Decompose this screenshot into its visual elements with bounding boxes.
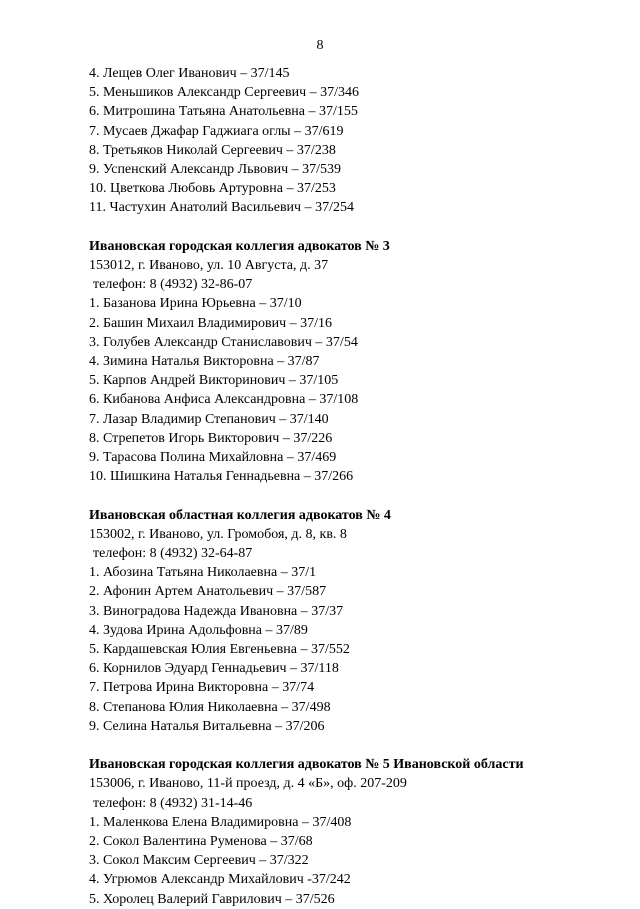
list-item: 5. Меньшиков Александр Сергеевич – 37/346 xyxy=(89,85,360,101)
list-item: 8. Третьяков Николай Сергеевич – 37/238 xyxy=(89,142,336,158)
section-phone: телефон: 8 (4932) 31-14-46 xyxy=(93,795,253,811)
section-address: 153002, г. Иваново, ул. Громобоя, д. 8, кв. 8 xyxy=(89,526,347,542)
list-item: 9. Тарасова Полина Михайловна – 37/469 xyxy=(89,450,337,466)
intro-list xyxy=(89,64,609,218)
section-title: Ивановская областная коллегия адвокатов № 4 xyxy=(89,507,391,523)
section-collegium-5 xyxy=(89,755,609,909)
list-item: 1. Маленкова Елена Владимировна – 37/408 xyxy=(89,814,352,830)
list-item: 8. Степанова Юлия Николаевна – 37/498 xyxy=(89,699,331,715)
list-item: 5. Хоролец Валерий Гаврилович – 37/526 xyxy=(89,891,335,907)
spacer xyxy=(89,486,609,505)
list-item: 3. Сокол Максим Сергеевич – 37/322 xyxy=(89,853,309,869)
spacer xyxy=(89,736,609,755)
spacer xyxy=(89,218,609,237)
list-item: 2. Афонин Артем Анатольевич – 37/587 xyxy=(89,584,327,600)
list-item: 6. Корнилов Эдуард Геннадьевич – 37/118 xyxy=(89,661,339,677)
list-item: 5. Карпов Андрей Викторинович – 37/105 xyxy=(89,373,339,389)
section-collegium-3 xyxy=(89,237,609,487)
list-item: 10. Шишкина Наталья Геннадьевна – 37/266 xyxy=(89,469,354,485)
list-item: 1. Базанова Ирина Юрьевна – 37/10 xyxy=(89,296,302,312)
section-address: 153012, г. Иваново, ул. 10 Августа, д. 37 xyxy=(89,258,329,274)
list-item: 4. Лещев Олег Иванович – 37/145 xyxy=(89,66,290,81)
section-phone: телефон: 8 (4932) 32-64-87 xyxy=(93,546,253,562)
list-item: 4. Зимина Наталья Викторовна – 37/87 xyxy=(89,354,320,370)
list-item: 7. Петрова Ирина Викторовна – 37/74 xyxy=(89,680,315,696)
page-number: 8 xyxy=(316,38,324,53)
list-item: 2. Башин Михаил Владимирович – 37/16 xyxy=(89,315,333,331)
list-item: 7. Лазар Владимир Степанович – 37/140 xyxy=(89,411,329,427)
list-item: 7. Мусаев Джафар Гаджиага оглы – 37/619 xyxy=(89,123,344,139)
section-title: Ивановская городская коллегия адвокатов № 5 Ивановской области xyxy=(89,757,524,773)
list-item: 3. Виноградова Надежда Ивановна – 37/37 xyxy=(89,603,344,619)
list-item: 2. Сокол Валентина Руменова – 37/68 xyxy=(89,834,313,850)
section-phone: телефон: 8 (4932) 32-86-07 xyxy=(93,277,253,293)
page-content xyxy=(89,64,609,909)
list-item: 6. Кибанова Анфиса Александровна – 37/108 xyxy=(89,392,359,408)
list-item: 10. Цветкова Любовь Артуровна – 37/253 xyxy=(89,181,336,197)
list-item: 4. Угрюмов Александр Михайлович -37/242 xyxy=(89,872,351,888)
section-address: 153006, г. Иваново, 11-й проезд, д. 4 «Б», оф. 207-209 xyxy=(89,776,407,792)
list-item: 5. Кардашевская Юлия Евгеньевна – 37/552 xyxy=(89,642,350,658)
list-item: 1. Абозина Татьяна Николаевна – 37/1 xyxy=(89,565,317,581)
list-item: 11. Частухин Анатолий Васильевич – 37/254 xyxy=(89,200,354,216)
list-item: 9. Селина Наталья Витальевна – 37/206 xyxy=(89,718,325,734)
list-item: 9. Успенский Александр Львович – 37/539 xyxy=(89,162,342,178)
list-item: 4. Зудова Ирина Адольфовна – 37/89 xyxy=(89,622,308,638)
section-collegium-4 xyxy=(89,506,609,736)
section-title: Ивановская городская коллегия адвокатов № 3 xyxy=(89,238,390,254)
list-item: 8. Стрепетов Игорь Викторович – 37/226 xyxy=(89,430,333,446)
list-item: 3. Голубев Александр Станиславович – 37/54 xyxy=(89,334,358,350)
list-item: 6. Митрошина Татьяна Анатольевна – 37/155 xyxy=(89,104,358,120)
